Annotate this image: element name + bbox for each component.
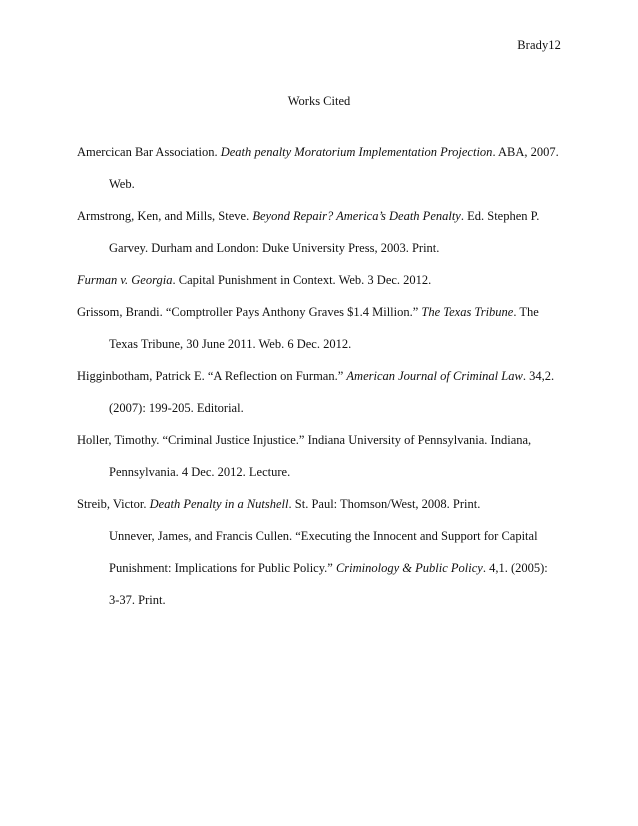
citation-title-italic: Criminology & Public Policy — [335, 561, 483, 575]
citation-text: 3-37. Print. — [109, 593, 166, 607]
citation-line — [77, 296, 567, 328]
citation-entry-grissom — [77, 296, 567, 360]
citation-line — [109, 520, 567, 552]
citation-entry-streib — [77, 488, 567, 520]
citation-line — [109, 584, 567, 616]
running-head: Brady12 — [517, 38, 561, 52]
citation-text: Unnever, James, and Francis Cullen. “Executing the Innocent and Support for Capital — [109, 529, 538, 543]
citation-line — [109, 232, 567, 264]
citation-text: Texas Tribune, 30 June 2011. Web. 6 Dec. 2012. — [109, 337, 352, 351]
citation-title-italic: Furman v. Georgia — [77, 273, 173, 287]
works-cited-list — [77, 136, 567, 616]
citation-text: Garvey. Durham and London: Duke University Press, 2003. Print. — [109, 241, 440, 255]
citation-entry-holler — [77, 424, 567, 488]
citation-text: . Ed. Stephen P. — [460, 209, 540, 223]
page-title: Works Cited — [287, 94, 351, 108]
citation-entry-unnever — [77, 520, 567, 616]
citation-line — [77, 488, 567, 520]
citation-text: . ABA, 2007. — [492, 145, 559, 159]
citation-line — [109, 552, 567, 584]
citation-text: . 4,1. (2005): — [482, 561, 548, 575]
citation-text: Punishment: Implications for Public Policy.” — [109, 561, 336, 575]
citation-line — [77, 264, 567, 296]
citation-text: Web. — [109, 177, 135, 191]
citation-text: Amercican Bar Association. — [77, 145, 221, 159]
citation-title-italic: Death penalty Moratorium Implementation Projection — [220, 145, 493, 159]
citation-text: Holler, Timothy. “Criminal Justice Injustice.” Indiana University of Pennsylvania. Indiana, — [77, 433, 532, 447]
citation-line — [109, 168, 567, 200]
citation-line — [77, 424, 567, 456]
citation-title-italic: Beyond Repair? America’s Death Penalty — [252, 209, 461, 223]
citation-text: . 34,2. — [522, 369, 555, 383]
citation-line — [109, 456, 567, 488]
citation-text: . Capital Punishment in Context. Web. 3 Dec. 2012. — [172, 273, 432, 287]
citation-text: (2007): 199-205. Editorial. — [109, 401, 244, 415]
citation-line — [109, 328, 567, 360]
citation-title-italic: American Journal of Criminal Law — [346, 369, 523, 383]
citation-entry-aba — [77, 136, 567, 200]
citation-text: Pennsylvania. 4 Dec. 2012. Lecture. — [109, 465, 291, 479]
citation-entry-furman — [77, 264, 567, 296]
citation-text: . St. Paul: Thomson/West, 2008. Print. — [288, 497, 481, 511]
citation-text: Streib, Victor. — [77, 497, 150, 511]
citation-line — [77, 360, 567, 392]
citation-title-italic: Death Penalty in a Nutshell — [149, 497, 289, 511]
citation-text: Armstrong, Ken, and Mills, Steve. — [77, 209, 253, 223]
citation-line — [77, 200, 567, 232]
citation-title-italic: The Texas Tribune — [421, 305, 514, 319]
citation-entry-higginbotham — [77, 360, 567, 424]
citation-text: Higginbotham, Patrick E. “A Reflection on Furman.” — [77, 369, 347, 383]
citation-line — [109, 392, 567, 424]
citation-line — [77, 136, 567, 168]
citation-text: Grissom, Brandi. “Comptroller Pays Anthony Graves $1.4 Million.” — [77, 305, 422, 319]
citation-text: . The — [513, 305, 539, 319]
citation-entry-armstrong — [77, 200, 567, 264]
